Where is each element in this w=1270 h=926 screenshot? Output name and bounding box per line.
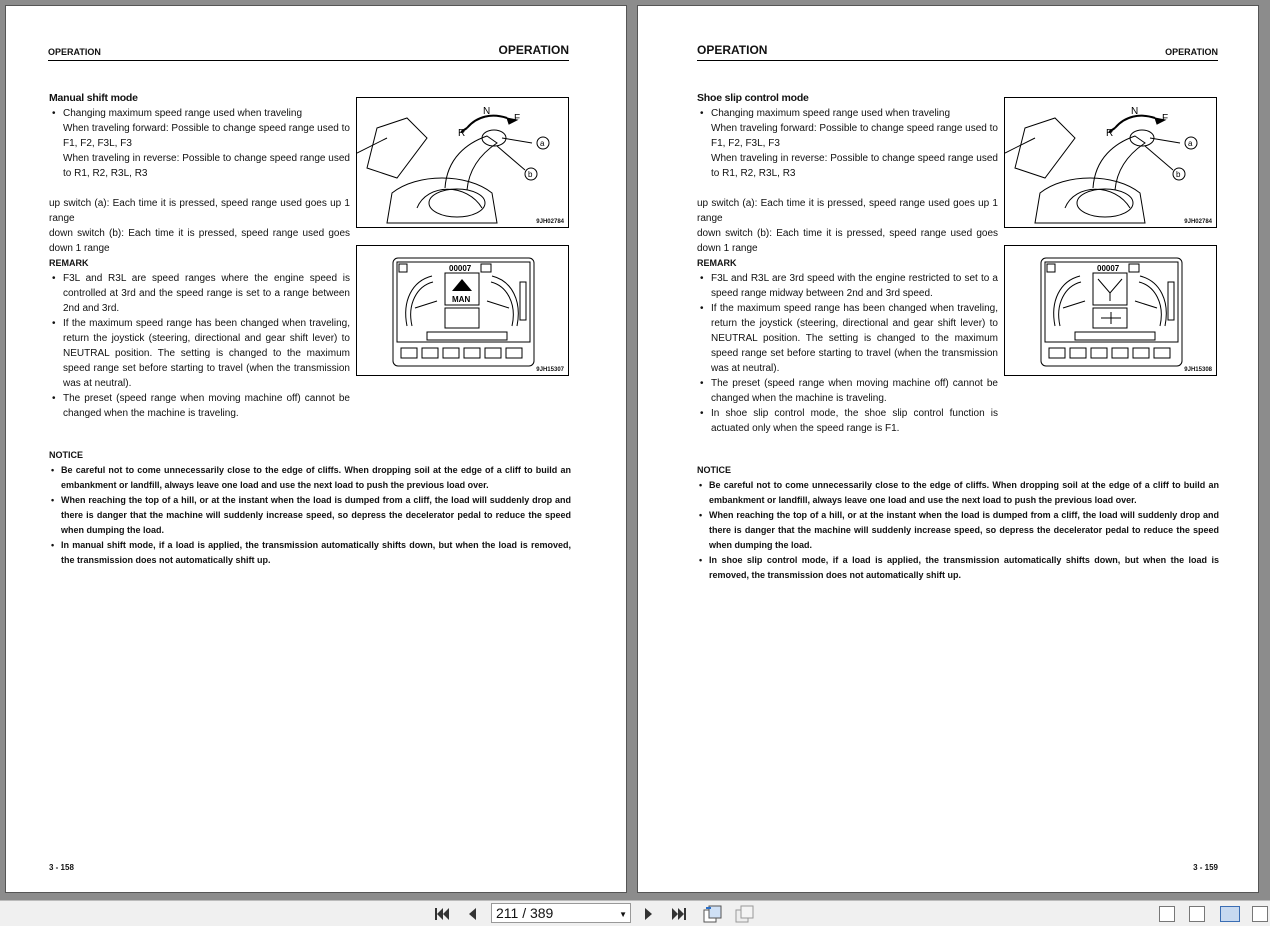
prev-page-icon[interactable] bbox=[463, 904, 481, 923]
notice-item: • Be careful not to come unnecessarily close to the edge of cliffs. When dropping soil at the edge of a cliff to build an embankment or landfill, always leave one load and use the next load to push the previous load over. bbox=[697, 478, 1219, 508]
remark-item: • The preset (speed range when moving machine off) cannot be changed when the machine is traveling. bbox=[49, 391, 350, 421]
header-left-text: OPERATION bbox=[48, 47, 101, 57]
header-left-text: OPERATION bbox=[697, 43, 768, 57]
right-page bbox=[637, 5, 1259, 893]
up-switch-text: up switch (a): Each time it is pressed, speed range used goes up 1 range bbox=[697, 198, 998, 224]
down-switch-text: down switch (b): Each time it is pressed, speed range used goes down 1 range bbox=[697, 228, 998, 254]
section-body bbox=[49, 106, 350, 421]
bullet-item: • Changing maximum speed range used when traveling bbox=[697, 106, 998, 121]
figure-id: 9JH15307 bbox=[536, 367, 564, 373]
remark-item: • F3L and R3L are speed ranges where the engine speed is controlled at 3rd and the speed range is set to a range between 2nd and 3rd. bbox=[49, 271, 350, 316]
callout-b: b bbox=[528, 170, 533, 179]
notice-block bbox=[49, 448, 571, 568]
remark-item: • F3L and R3L are 3rd speed with the engine restricted to set to a speed range midway between 2nd and 3rd speed. bbox=[697, 271, 998, 301]
remark-item: • If the maximum speed range has been changed when traveling, return the joystick (steering, directional and gear shift lever) to NEUTRAL position. The setting is changed to the maximum speed range set before starting to travel (when the transmission was at neutral). bbox=[697, 301, 998, 376]
notice-item: • In manual shift mode, if a load is applied, the transmission automatically shifts down, but when the load is removed, the transmission does not automatically shift up. bbox=[49, 538, 571, 568]
reverse-label: R bbox=[458, 128, 466, 139]
two-page-continuous-view-icon[interactable] bbox=[1251, 904, 1269, 923]
notice-item: • When reaching the top of a hill, or at the instant when the load is dumped from a cliff, the load will suddenly drop and there is danger that the machine will suddenly increase speed, so depress the decelerator pedal to reduce the speed when dumping the load. bbox=[697, 508, 1219, 553]
left-page bbox=[5, 5, 627, 893]
page-number: 3 - 159 bbox=[1193, 863, 1218, 872]
notice-label: NOTICE bbox=[49, 450, 84, 460]
remark-label: REMARK bbox=[49, 258, 89, 268]
page-indicator: 211 / 389 bbox=[496, 905, 554, 921]
section-title: Shoe slip control mode bbox=[697, 92, 809, 104]
remark-item: • In shoe slip control mode, the shoe slip control function is actuated only when the speed range is F1. bbox=[697, 406, 998, 436]
joystick-drawing bbox=[357, 98, 568, 227]
page-header bbox=[697, 40, 1218, 61]
go-forward-icon[interactable] bbox=[733, 904, 755, 923]
page-number: 3 - 158 bbox=[49, 863, 74, 872]
reverse-text: When traveling in reverse: Possible to change speed range used to R1, R2, R3L, R3 bbox=[63, 153, 350, 179]
neutral-label: N bbox=[483, 106, 491, 117]
notice-block bbox=[697, 463, 1219, 583]
bullet-item: • Changing maximum speed range used when traveling bbox=[49, 106, 350, 121]
joystick-drawing bbox=[1005, 98, 1216, 227]
forward-label: F bbox=[514, 113, 521, 124]
joystick-figure bbox=[1004, 97, 1217, 228]
forward-label: F bbox=[1162, 113, 1169, 124]
monitor-drawing bbox=[1005, 246, 1216, 375]
remark-label: REMARK bbox=[697, 258, 737, 268]
callout-b: b bbox=[1176, 170, 1181, 179]
monitor-figure bbox=[1004, 245, 1217, 376]
notice-item: • Be careful not to come unnecessarily close to the edge of cliffs. When dropping soil at the edge of a cliff to build an embankment or landfill, always leave one load and use the next load to push the previous load over. bbox=[49, 463, 571, 493]
continuous-view-icon[interactable] bbox=[1188, 904, 1206, 923]
last-page-icon[interactable] bbox=[668, 904, 690, 923]
callout-a: a bbox=[540, 139, 545, 148]
reverse-label: R bbox=[1106, 128, 1114, 139]
single-page-view-icon[interactable] bbox=[1158, 904, 1176, 923]
remark-item: • The preset (speed range when moving machine off) cannot be changed when the machine is traveling. bbox=[697, 376, 998, 406]
next-page-icon[interactable] bbox=[640, 904, 658, 923]
remark-item: • If the maximum speed range has been changed when traveling, return the joystick (steering, directional and gear shift lever) to NEUTRAL position. The setting is changed to the maximum speed range set before starting to travel (when the transmission was at neutral). bbox=[49, 316, 350, 391]
section-title: Manual shift mode bbox=[49, 92, 138, 104]
forward-text: When traveling forward: Possible to change speed range used to F1, F2, F3L, F3 bbox=[63, 123, 350, 149]
hour-meter-value: 00007 bbox=[449, 264, 472, 273]
header-right-text: OPERATION bbox=[1165, 47, 1218, 57]
monitor-drawing bbox=[357, 246, 568, 375]
down-switch-text: down switch (b): Each time it is pressed, speed range used goes down 1 range bbox=[49, 228, 350, 254]
up-switch-text: up switch (a): Each time it is pressed, speed range used goes up 1 range bbox=[49, 198, 350, 224]
page-number-selector[interactable] bbox=[491, 903, 631, 923]
neutral-label: N bbox=[1131, 106, 1139, 117]
reverse-text: When traveling in reverse: Possible to change speed range used to R1, R2, R3L, R3 bbox=[711, 153, 998, 179]
callout-a: a bbox=[1188, 139, 1193, 148]
notice-item: • When reaching the top of a hill, or at the instant when the load is dumped from a cliff, the load will suddenly drop and there is danger that the machine will suddenly increase speed, so depress the decelerator pedal to reduce the speed when dumping the load. bbox=[49, 493, 571, 538]
notice-item: • In shoe slip control mode, if a load is applied, the transmission automatically shifts down, but when the load is removed, the transmission does not automatically shift up. bbox=[697, 553, 1219, 583]
monitor-figure bbox=[356, 245, 569, 376]
go-back-icon[interactable] bbox=[701, 904, 723, 923]
figure-id: 9JH02784 bbox=[536, 219, 564, 225]
header-right-text: OPERATION bbox=[498, 43, 569, 57]
page-header bbox=[48, 40, 569, 61]
figure-id: 9JH15308 bbox=[1184, 367, 1212, 373]
joystick-figure bbox=[356, 97, 569, 228]
mode-label: MAN bbox=[452, 295, 471, 304]
section-body bbox=[697, 106, 998, 436]
figure-id: 9JH02784 bbox=[1184, 219, 1212, 225]
first-page-icon[interactable] bbox=[432, 904, 452, 923]
viewer-toolbar bbox=[0, 900, 1270, 926]
notice-label: NOTICE bbox=[697, 465, 732, 475]
chevron-down-icon[interactable]: ▼ bbox=[619, 910, 627, 919]
forward-text: When traveling forward: Possible to change speed range used to F1, F2, F3L, F3 bbox=[711, 123, 998, 149]
hour-meter-value: 00007 bbox=[1097, 264, 1120, 273]
two-page-view-icon[interactable] bbox=[1219, 904, 1241, 923]
